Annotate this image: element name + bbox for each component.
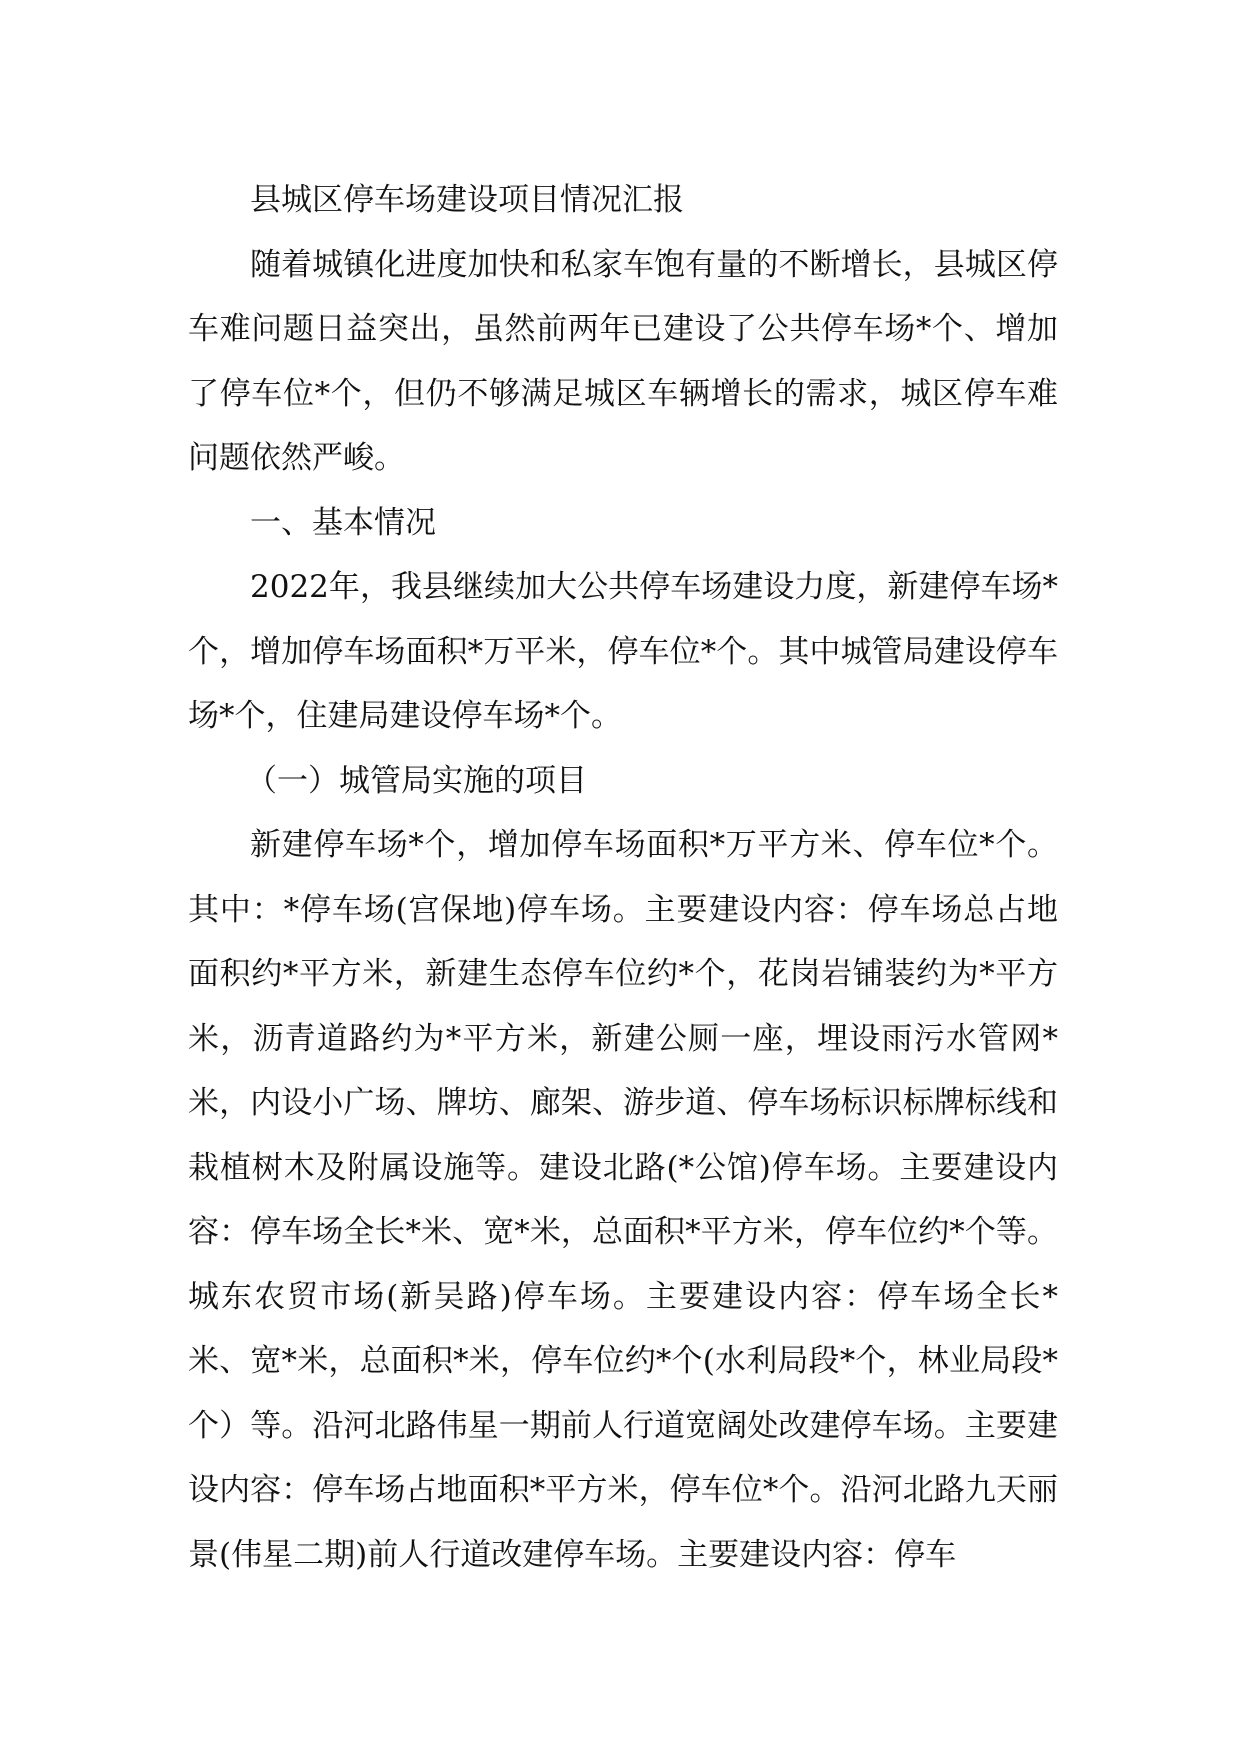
subsection-heading-urban-management: （一）城管局实施的项目 [246,762,587,799]
urban-management-paragraph: 新建停车场*个，增加停车场面积*万平方米、停车位*个。其中：*停车场(宫保地)停车场。主要建设内容：停车场总占地面积约*平方米，新建生态停车位约*个，花岗岩铺装约为*平方米，沥青道路约为*平方米，新建公厕一座，埋设雨污水管网*米，内设小广场、牌坊、廊架、游步道、停车场标识标牌标线和栽植树木及附属设施等。建设北路(*公馆)停车场。主要建设内容：停车场全长*米、宽*米，总面积*平方米，停车位约*个等。城东农贸市场(新吴路)停车场。主要建设内容：停车场全长*米、宽*米，总面积*米，停车位约*个(水利局段*个，林业局段*个）等。沿河北路伟星一期前人行道宽阔处改建停车场。主要建设内容：停车场占地面积*平方米，停车位*个。沿河北路九天丽景(伟星二期)前人行道改建停车场。主要建设内容：停车 [188,827,1058,1573]
basic-situation-paragraph: 2022年，我县继续加大公共停车场建设力度，新建停车场*个，增加停车场面积*万平米，停车位*个。其中城管局建设停车场*个，住建局建设停车场*个。 [188,569,1058,734]
document-title: 县城区停车场建设项目情况汇报 [250,182,684,218]
section-heading-basic-situation: 一、基本情况 [250,504,436,541]
document-body [188,168,1058,1587]
intro-paragraph: 随着城镇化进度加快和私家车饱有量的不断增长，县城区停车难问题日益突出，虽然前两年已建设了公共停车场*个、增加了停车位*个，但仍不够满足城区车辆增长的需求，城区停车难问题依然严峻。 [188,246,1058,476]
